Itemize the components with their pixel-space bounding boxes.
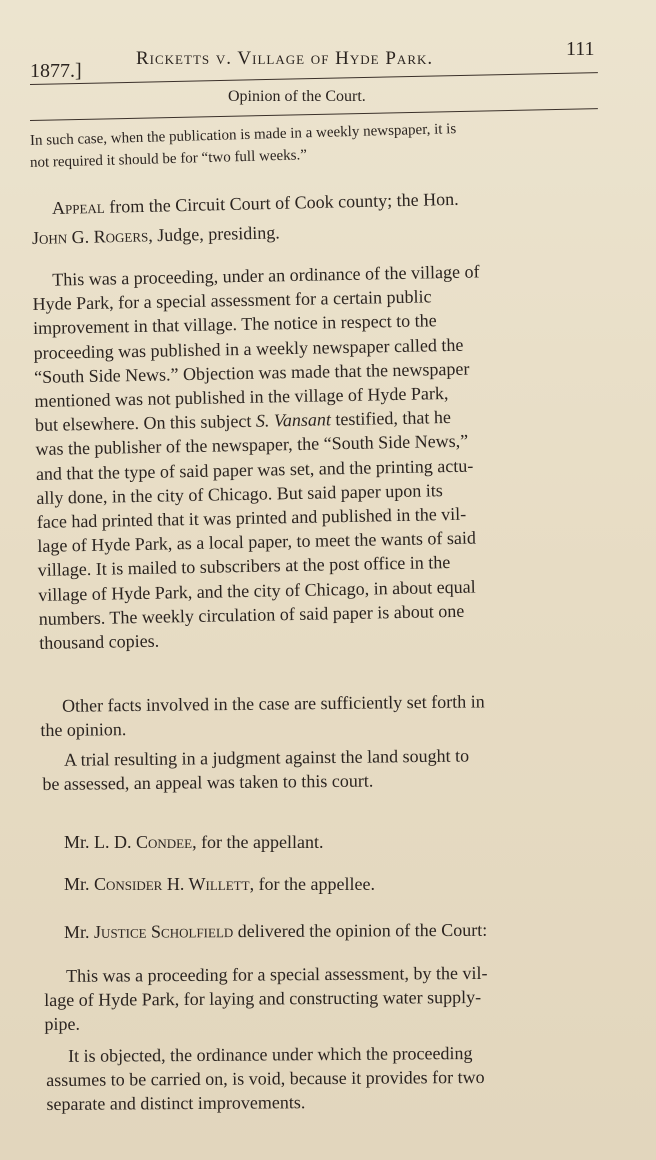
counsel-appellant bbox=[64, 830, 324, 854]
opinion-paragraph-2 bbox=[46, 1041, 485, 1117]
opinion-line: assumes to be carried on, is void, because it provides for two bbox=[46, 1067, 485, 1091]
other-facts-line: the opinion. bbox=[40, 719, 127, 741]
head-note-line-1: In such case, when the publication is made in a weekly newspaper, it is bbox=[29, 121, 457, 149]
judge-name: John G. Rogers bbox=[31, 225, 149, 248]
counsel-prefix: Mr. bbox=[64, 874, 95, 894]
statement-line: was the publisher of the newspaper, the “South Side News,” bbox=[35, 431, 469, 460]
appeal-text: from the Circuit Court of Cook county; the Hon. bbox=[104, 188, 459, 217]
counsel-role: , for the appellee. bbox=[249, 874, 375, 894]
statement-line: village. It is mailed to subscribers at the post office in the bbox=[37, 552, 451, 581]
statement-text: but elsewhere. On this subject bbox=[34, 410, 257, 436]
statement-line: lage of Hyde Park, as a local paper, to meet the wants of said bbox=[37, 527, 477, 557]
appeal-label: Appeal bbox=[51, 196, 105, 218]
justice-name: Justice Scholfield bbox=[93, 921, 234, 942]
opinion-line: separate and distinct improvements. bbox=[46, 1092, 306, 1115]
opinion-intro bbox=[64, 918, 487, 944]
appeal-line-1 bbox=[52, 187, 459, 220]
opinion-intro-rest: delivered the opinion of the Court: bbox=[233, 919, 488, 942]
appellant-counsel-name: L. D. Condee bbox=[94, 832, 193, 852]
page-number: 111 bbox=[566, 38, 595, 60]
statement-line: and that the type of said paper was set, and the printing actu- bbox=[35, 455, 474, 484]
statement-paragraph bbox=[32, 257, 619, 655]
other-facts-line: Other facts involved in the case are sufficiently set forth in bbox=[62, 691, 485, 716]
head-note-line-2: not required it should be for “two full weeks.” bbox=[29, 147, 308, 171]
statement-line: numbers. The weekly circulation of said paper is about one bbox=[38, 600, 465, 629]
statement-line: village of Hyde Park, and the city of Chicago, in about equal bbox=[38, 576, 476, 605]
statement-line: “South Side News.” Objection was made that the newspaper bbox=[33, 358, 470, 387]
statement-line: Hyde Park, for a special assessment for a certain public bbox=[32, 286, 432, 315]
opinion-prefix: Mr. bbox=[63, 921, 95, 942]
counsel-role: , for the appellant. bbox=[192, 832, 324, 852]
witness-name: S. Vansant bbox=[255, 409, 332, 431]
section-subheading: Opinion of the Court. bbox=[228, 88, 366, 105]
opinion-line: This was a proceeding for a special assessment, by the vil- bbox=[66, 962, 488, 986]
statement-line: thousand copies. bbox=[39, 630, 160, 653]
counsel-prefix: Mr. bbox=[64, 832, 95, 852]
statement-line: face had printed that it was printed and published in the vil- bbox=[36, 503, 467, 532]
judge-rest: , Judge, presiding. bbox=[148, 222, 280, 246]
statement-line: ally done, in the city of Chicago. But said paper upon its bbox=[36, 479, 443, 508]
opinion-line: It is objected, the ordinance under which the proceeding bbox=[68, 1043, 473, 1066]
opinion-line: lage of Hyde Park, for laying and constructing water supply- bbox=[44, 987, 482, 1011]
statement-line: This was a proceeding, under an ordinance of the village of bbox=[52, 261, 480, 290]
statement-line: improvement in that village. The notice in respect to the bbox=[32, 310, 437, 339]
opinion-line: pipe. bbox=[44, 1014, 80, 1035]
statement-line: mentioned was not published in the village of Hyde Park, bbox=[34, 383, 449, 411]
appellee-counsel-name: Consider H. Willett bbox=[94, 874, 250, 894]
running-title: Ricketts v. Village of Hyde Park. bbox=[136, 48, 434, 69]
trial-line: be assessed, an appeal was taken to this court. bbox=[42, 770, 374, 795]
year-marker: 1877.] bbox=[30, 60, 82, 82]
trial-paragraph bbox=[42, 744, 469, 797]
other-facts-paragraph bbox=[40, 689, 485, 742]
header-rule-top bbox=[30, 72, 598, 85]
counsel-appellee bbox=[64, 872, 375, 896]
header-rule-bottom bbox=[30, 108, 598, 121]
statement-line: proceeding was published in a weekly newspaper called the bbox=[33, 334, 464, 363]
opinion-paragraph-1 bbox=[44, 961, 488, 1037]
appeal-line-2 bbox=[32, 220, 280, 250]
statement-text: testified, that he bbox=[330, 407, 452, 430]
trial-line: A trial resulting in a judgment against the land sought to bbox=[64, 745, 470, 770]
